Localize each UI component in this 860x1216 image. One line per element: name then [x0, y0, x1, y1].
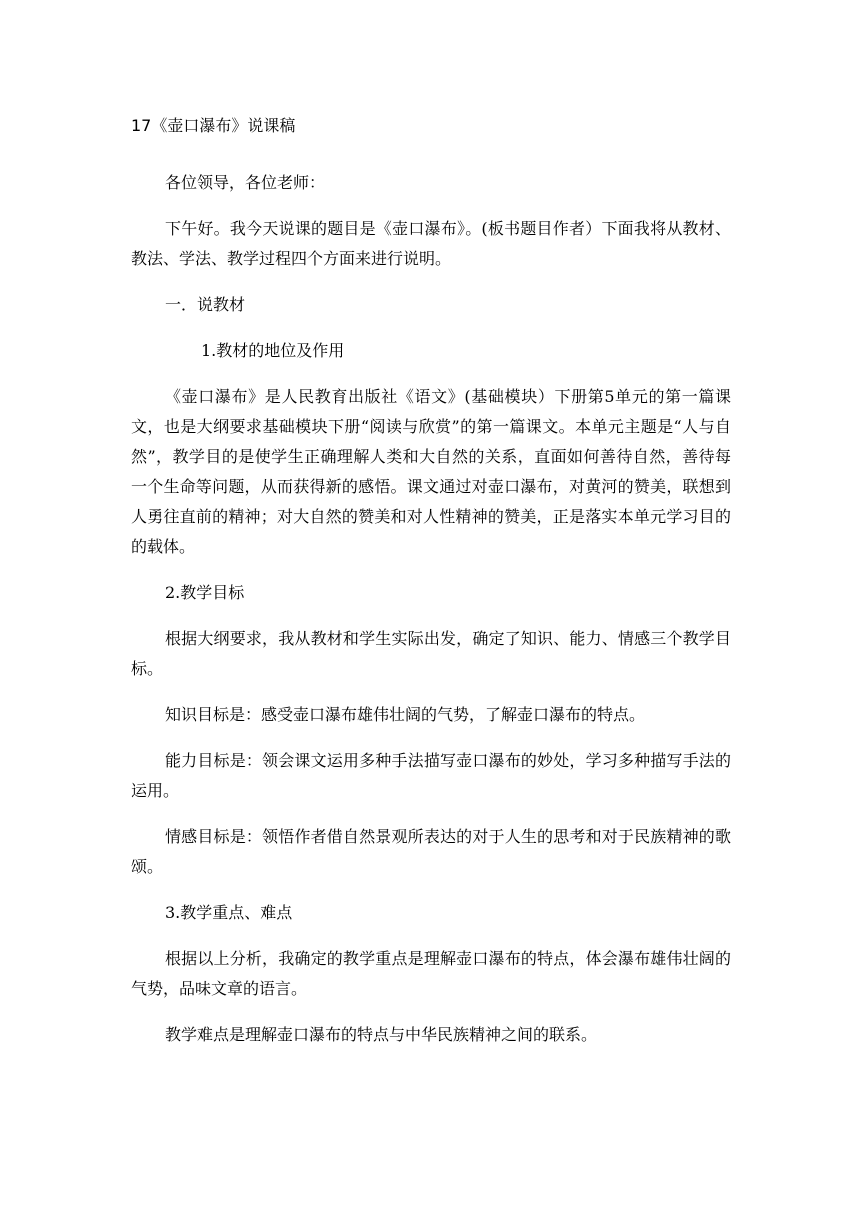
intro-paragraph: 下午好。我今天说课的题目是《壶口瀑布》。(板书题目作者）下面我将从教材、教法、学法、教学过程四个方面来进行说明。	[131, 219, 731, 268]
ability-goal-paragraph: 能力目标是：领会课文运用多种手法描写壶口瀑布的妙处，学习多种描写手法的运用。	[131, 751, 731, 800]
section-heading-textbook: 一．说教材	[165, 295, 246, 314]
document-body	[131, 114, 731, 1066]
textbook-description-paragraph: 《壶口瀑布》是人民教育出版社《语文》(基础模块）下册第5单元的第一篇课文，也是大纲要求基础模块下册“阅读与欣赏”的第一篇课文。本单元主题是“人与自然”，教学目的是使学生正确理解人类和大自然的关系，直面如何善待自然，善待每一个生命等问题，从而获得新的感悟。课文通过对壶口瀑布，对黄河的赞美，联想到人勇往直前的精神；对大自然的赞美和对人性精神的赞美，正是落实本单元学习目的的载体。	[131, 387, 731, 556]
knowledge-goal-paragraph: 知识目标是：感受壶口瀑布雄伟壮阔的气势，了解壶口瀑布的特点。	[165, 705, 646, 724]
goals-intro-paragraph: 根据大纲要求，我从教材和学生实际出发，确定了知识、能力、情感三个教学目标。	[131, 629, 731, 678]
emotion-goal-paragraph: 情感目标是：领悟作者借自然景观所表达的对于人生的思考和对于民族精神的歌颂。	[131, 827, 731, 876]
greeting-paragraph: 各位领导，各位老师：	[165, 173, 326, 192]
subheading-teaching-goals: 2.教学目标	[165, 583, 245, 602]
subheading-key-difficult-points: 3.教学重点、难点	[165, 903, 293, 922]
difficult-points-paragraph: 教学难点是理解壶口瀑布的特点与中华民族精神之间的联系。	[165, 1025, 598, 1044]
key-points-paragraph: 根据以上分析，我确定的教学重点是理解壶口瀑布的特点，体会瀑布雄伟壮阔的气势，品味文章的语言。	[131, 949, 731, 998]
document-title: 17《壶口瀑布》说课稿	[131, 116, 296, 135]
subheading-position-role: 1.教材的地位及作用	[201, 341, 345, 360]
